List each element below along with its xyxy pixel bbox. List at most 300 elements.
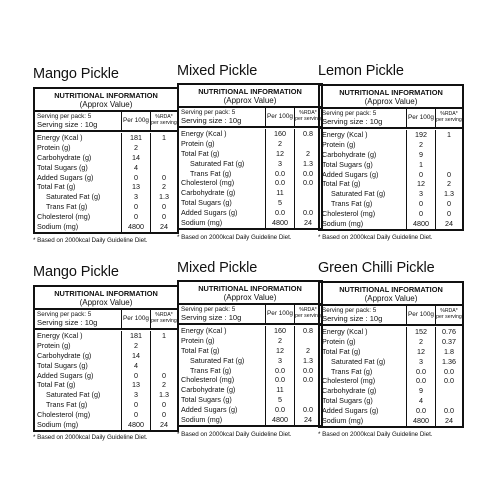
nutrient-label: Saturated Fat (g) [331,356,386,366]
nutrition-table [318,281,464,428]
nutrient-rda-value: 0 [150,371,177,381]
nutrient-rda-value: 1.3 [294,159,321,169]
nutrient-rda-value [435,396,462,406]
serving-size: Serving size : 10g [181,313,242,322]
table-header [35,287,177,308]
rda-footnote: * Based on 2000kcal Daily Guideline Diet. [318,431,433,438]
nutrient-per100g-value: 4800 [121,222,150,232]
nutrient-row [179,218,321,228]
header-subtitle: (Approx Value) [364,294,418,303]
nutrient-label: Carbohydrate (g) [37,152,92,162]
nutrient-row [320,219,462,229]
nutrient-rda-value: 0 [435,170,462,180]
nutrient-row [35,371,177,381]
nutrient-label: Carbohydrate (g) [322,149,377,159]
nutrient-row [320,327,462,337]
nutrient-per100g-value: 4800 [265,218,294,228]
nutrient-rda-value: 1.36 [435,357,462,367]
column-header-per100g: Per 100g [121,112,150,130]
nutrient-per100g-value: 4800 [121,420,150,430]
nutrient-rda-value: 0 [150,173,177,183]
nutrient-row [179,169,321,179]
nutrient-rda-value [294,198,321,208]
nutrient-rda-value [294,188,321,198]
nutrient-row [179,405,321,415]
nutrient-rows [35,328,177,430]
nutrient-row [320,140,462,150]
nutrient-rows [320,127,462,229]
nutrient-label: Carbohydrate (g) [37,350,92,360]
column-header-per100g: Per 100g [265,108,294,126]
nutrient-per100g-value: 9 [406,386,435,396]
nutrient-rda-value: 1.3 [150,192,177,202]
column-header-per100g: Per 100g [406,306,435,324]
nutrient-per100g-value: 12 [265,346,294,356]
nutrient-per100g-value: 181 [121,331,150,341]
nutrient-rda-value: 2 [294,346,321,356]
product-title: Mango Pickle [33,264,119,280]
nutrient-per100g-value: 0.0 [265,169,294,179]
nutrient-per100g-value: 4800 [406,416,435,426]
nutrient-per100g-value: 0 [406,170,435,180]
nutrient-rda-value [294,336,321,346]
nutrient-per100g-value: 2 [406,337,435,347]
nutrient-rda-value: 1 [150,133,177,143]
nutrient-rda-value: 0.76 [435,327,462,337]
serving-row [35,308,177,328]
nutrient-label: Total Fat (g) [181,148,220,158]
nutrient-row [179,385,321,395]
nutrient-label: Added Sugars (g) [181,208,238,218]
nutrient-per100g-value: 13 [121,182,150,192]
nutrient-row [320,367,462,377]
nutrient-label: Protein (g) [37,340,71,350]
nutrient-label: Cholesterol (mg) [181,178,235,188]
nutrient-row [35,202,177,212]
nutrient-label: Trans Fat (g) [331,366,373,376]
nutrient-rda-value: 24 [435,219,462,229]
nutrient-rda-value [435,140,462,150]
nutrient-row [35,222,177,232]
nutrient-row [35,133,177,143]
nutrient-rda-value [150,341,177,351]
nutrient-label: Cholesterol (mg) [181,375,235,385]
nutrient-per100g-value: 5 [265,395,294,405]
nutrient-per100g-value: 192 [406,130,435,140]
nutrient-label: Total Fat (g) [37,380,76,390]
nutrient-label: Total Sugars (g) [181,395,232,405]
nutrient-per100g-value: 4800 [406,219,435,229]
nutrient-row [35,380,177,390]
nutrient-label: Carbohydrate (g) [322,386,377,396]
nutrient-row [35,143,177,153]
nutrient-per100g-value: 11 [265,188,294,198]
nutrient-rda-value: 24 [435,416,462,426]
nutrient-row [35,361,177,371]
nutrient-rda-value: 0.8 [294,129,321,139]
nutrient-row [35,173,177,183]
nutrition-table [33,87,179,234]
nutrient-row [179,129,321,139]
nutrient-rda-value: 1.8 [435,347,462,357]
nutrient-row [35,420,177,430]
serving-row [320,107,462,127]
nutrient-per100g-value: 160 [265,129,294,139]
nutrient-per100g-value: 2 [121,341,150,351]
nutrient-label: Saturated Fat (g) [190,158,245,168]
nutrient-row [320,396,462,406]
nutrient-label: Total Sugars (g) [37,360,88,370]
table-header [320,283,462,304]
nutrient-row [320,189,462,199]
serving-row [35,110,177,130]
nutrient-per100g-value: 2 [265,336,294,346]
header-subtitle: (Approx Value) [223,96,277,105]
nutrient-label: Protein (g) [181,335,215,345]
nutrient-per100g-value: 0.0 [265,208,294,218]
nutrient-per100g-value: 3 [265,159,294,169]
nutrient-per100g-value: 0.0 [265,366,294,376]
nutrient-rda-value: 0 [150,410,177,420]
header-title: NUTRITIONAL INFORMATION [198,87,302,96]
nutrient-rda-value: 24 [150,222,177,232]
nutrient-rda-value: 0 [150,212,177,222]
nutrient-rda-value: 0.0 [294,208,321,218]
nutrient-row [35,192,177,202]
serving-per-pack: Serving per pack: 5 [181,109,236,116]
nutrient-rda-value: 1.3 [150,390,177,400]
serving-size: Serving size : 10g [37,318,98,327]
nutrient-rows [35,130,177,232]
nutrient-per100g-value: 160 [265,326,294,336]
nutrient-rda-value [150,143,177,153]
nutrient-per100g-value: 4 [121,361,150,371]
rda-footnote: * Based on 2000kcal Daily Guideline Diet. [33,434,148,441]
column-header-per100g: Per 100g [121,310,150,328]
header-subtitle: (Approx Value) [364,97,418,106]
nutrient-label: Carbohydrate (g) [181,385,236,395]
nutrient-rda-value: 24 [294,415,321,425]
nutrient-label: Added Sugars (g) [37,172,94,182]
nutrient-label: Energy (Kcal ) [181,326,227,335]
serving-row [320,304,462,324]
nutrient-rda-value: 0.0 [435,376,462,386]
nutrient-row [320,416,462,426]
nutrient-label: Sodium (mg) [37,222,79,232]
serving-size: Serving size : 10g [181,116,242,125]
nutrient-row [35,410,177,420]
table-header [35,89,177,110]
column-header-rda: %RDA* per serving [294,108,321,126]
nutrition-table [33,285,179,432]
nutrient-per100g-value: 3 [121,192,150,202]
nutrient-row [320,209,462,219]
nutrient-row [179,188,321,198]
nutrient-rda-value: 2 [294,149,321,159]
nutrient-per100g-value: 12 [406,347,435,357]
column-header-rda: %RDA* per serving [150,310,177,328]
nutrient-row [320,347,462,357]
table-header [179,85,321,106]
nutrient-row [35,182,177,192]
nutrient-per100g-value: 181 [121,133,150,143]
nutrient-rda-value [150,163,177,173]
nutrient-per100g-value: 14 [121,351,150,361]
nutrient-rda-value [294,139,321,149]
nutrient-label: Carbohydrate (g) [181,188,236,198]
serving-info [179,305,265,323]
nutrient-label: Total Fat (g) [37,182,76,192]
nutrient-row [179,366,321,376]
nutrient-label: Protein (g) [322,336,356,346]
nutrient-rda-value [435,386,462,396]
header-title: NUTRITIONAL INFORMATION [339,285,443,294]
table-header [179,282,321,303]
nutrient-rda-value [294,385,321,395]
nutrient-per100g-value: 0.0 [265,178,294,188]
nutrient-label: Saturated Fat (g) [46,192,101,202]
nutrient-label: Energy (Kcal ) [322,327,368,336]
nutrient-per100g-value: 11 [265,385,294,395]
nutrient-per100g-value: 3 [265,356,294,366]
nutrient-label: Cholesterol (mg) [322,376,376,386]
nutrient-label: Added Sugars (g) [322,169,379,179]
rda-footnote: * Based on 2000kcal Daily Guideline Diet. [177,431,292,438]
nutrient-rda-value [150,351,177,361]
nutrient-rda-value: 0.0 [435,367,462,377]
column-header-rda: %RDA* per serving [294,305,321,323]
nutrient-per100g-value: 0 [406,199,435,209]
nutrient-row [179,159,321,169]
nutrient-per100g-value: 2 [121,143,150,153]
serving-info [35,310,121,328]
nutrient-row [35,400,177,410]
nutrient-rda-value: 0.0 [294,405,321,415]
product-title: Mixed Pickle [177,260,258,276]
nutrient-per100g-value: 0 [121,410,150,420]
nutrient-per100g-value: 9 [406,150,435,160]
header-subtitle: (Approx Value) [223,293,277,302]
nutrient-row [179,198,321,208]
nutrient-label: Protein (g) [322,139,356,149]
column-header-per100g: Per 100g [406,109,435,127]
nutrient-rows [320,324,462,426]
nutrient-row [320,406,462,416]
nutrient-row [320,150,462,160]
nutrient-rda-value: 0.0 [294,178,321,188]
product-title: Green Chilli Pickle [318,260,435,276]
nutrient-label: Energy (Kcal ) [37,331,83,340]
serving-row [179,303,321,323]
nutrient-per100g-value: 5 [265,198,294,208]
nutrient-rda-value: 0 [435,209,462,219]
serving-info [179,108,265,126]
nutrient-rda-value: 0.0 [294,366,321,376]
nutrient-per100g-value: 0 [121,212,150,222]
nutrient-label: Total Sugars (g) [322,396,373,406]
header-title: NUTRITIONAL INFORMATION [54,91,158,100]
nutrition-table [318,84,464,231]
serving-info [320,306,406,324]
nutrient-row [35,341,177,351]
nutrient-per100g-value: 0.0 [406,367,435,377]
serving-per-pack: Serving per pack: 5 [37,113,92,120]
serving-per-pack: Serving per pack: 5 [322,307,377,314]
rda-footnote: * Based on 2000kcal Daily Guideline Diet. [318,234,433,241]
nutrient-per100g-value: 4 [406,396,435,406]
nutrient-rda-value [435,150,462,160]
nutrient-row [179,139,321,149]
nutrient-per100g-value: 0.0 [406,406,435,416]
nutrient-row [320,357,462,367]
nutrient-label: Added Sugars (g) [37,370,94,380]
nutrient-per100g-value: 3 [121,390,150,400]
nutrient-rda-value: 0.0 [435,406,462,416]
nutrient-per100g-value: 3 [406,189,435,199]
product-title: Mango Pickle [33,66,119,82]
nutrient-label: Total Fat (g) [181,345,220,355]
nutrient-per100g-value: 0 [121,400,150,410]
nutrient-rda-value: 0.8 [294,326,321,336]
nutrient-rda-value: 0.37 [435,337,462,347]
nutrient-label: Cholesterol (mg) [322,209,376,219]
serving-info [35,112,121,130]
product-title: Mixed Pickle [177,63,258,79]
nutrient-label: Saturated Fat (g) [46,390,101,400]
nutrient-label: Sodium (mg) [37,420,79,430]
nutrient-label: Energy (Kcal ) [322,130,368,139]
nutrient-rda-value: 1 [435,130,462,140]
nutrient-label: Sodium (mg) [181,218,223,228]
nutrient-per100g-value: 0.0 [406,376,435,386]
nutrient-per100g-value: 0.0 [265,375,294,385]
nutrient-rda-value [435,160,462,170]
nutrient-label: Energy (Kcal ) [37,133,83,142]
nutrient-label: Total Sugars (g) [37,162,88,172]
column-header-rda: %RDA* per serving [435,306,462,324]
nutrient-row [179,356,321,366]
nutrient-rda-value [150,361,177,371]
nutrient-label: Sodium (mg) [322,416,364,426]
nutrient-per100g-value: 1 [406,160,435,170]
column-header-rda: %RDA* per serving [150,112,177,130]
nutrient-row [35,153,177,163]
header-subtitle: (Approx Value) [79,298,133,307]
nutrient-rda-value [150,153,177,163]
nutrient-row [35,351,177,361]
nutrient-label: Saturated Fat (g) [190,355,245,365]
nutrition-table [177,280,323,427]
header-title: NUTRITIONAL INFORMATION [198,284,302,293]
nutrient-label: Saturated Fat (g) [331,189,386,199]
serving-size: Serving size : 10g [322,117,383,126]
header-title: NUTRITIONAL INFORMATION [54,289,158,298]
nutrient-label: Energy (Kcal ) [181,129,227,138]
nutrient-label: Total Fat (g) [322,179,361,189]
nutrient-rda-value: 0 [435,199,462,209]
column-header-per100g: Per 100g [265,305,294,323]
nutrient-rda-value: 2 [435,179,462,189]
nutrient-per100g-value: 2 [406,140,435,150]
header-title: NUTRITIONAL INFORMATION [339,88,443,97]
nutrient-rda-value: 1 [150,331,177,341]
nutrient-per100g-value: 4800 [265,415,294,425]
nutrient-row [179,336,321,346]
nutrient-label: Added Sugars (g) [181,405,238,415]
serving-row [179,106,321,126]
nutrient-row [35,212,177,222]
serving-info [320,109,406,127]
nutrient-row [320,376,462,386]
nutrient-per100g-value: 152 [406,327,435,337]
nutrient-label: Protein (g) [181,138,215,148]
nutrient-row [35,331,177,341]
nutrient-label: Total Fat (g) [322,346,361,356]
nutrient-rda-value: 1.3 [294,356,321,366]
nutrient-rda-value: 2 [150,380,177,390]
product-title: Lemon Pickle [318,63,404,79]
nutrient-rda-value: 0 [150,202,177,212]
nutrient-per100g-value: 0 [406,209,435,219]
nutrient-row [35,163,177,173]
column-header-rda: %RDA* per serving [435,109,462,127]
nutrient-row [179,375,321,385]
nutrient-per100g-value: 12 [406,179,435,189]
nutrient-label: Total Sugars (g) [322,159,373,169]
nutrient-per100g-value: 0 [121,173,150,183]
nutrient-per100g-value: 0 [121,371,150,381]
nutrient-row [179,395,321,405]
nutrient-row [179,149,321,159]
nutrient-label: Trans Fat (g) [46,202,88,212]
nutrient-rda-value: 24 [150,420,177,430]
nutrient-rda-value: 0.0 [294,375,321,385]
serving-per-pack: Serving per pack: 5 [322,110,377,117]
nutrient-label: Added Sugars (g) [322,406,379,416]
nutrient-row [179,415,321,425]
nutrient-row [320,337,462,347]
nutrient-per100g-value: 13 [121,380,150,390]
nutrient-rda-value: 0.0 [294,169,321,179]
nutrient-label: Protein (g) [37,142,71,152]
rda-footnote: * Based on 2000kcal Daily Guideline Diet. [33,237,148,244]
serving-per-pack: Serving per pack: 5 [37,311,92,318]
serving-size: Serving size : 10g [322,314,383,323]
nutrient-per100g-value: 0.0 [265,405,294,415]
nutrient-per100g-value: 12 [265,149,294,159]
nutrient-row [179,208,321,218]
nutrient-label: Cholesterol (mg) [37,212,91,222]
nutrient-label: Trans Fat (g) [190,365,232,375]
nutrient-label: Sodium (mg) [181,415,223,425]
nutrient-label: Total Sugars (g) [181,198,232,208]
nutrient-row [320,386,462,396]
nutrient-rda-value: 0 [150,400,177,410]
serving-per-pack: Serving per pack: 5 [181,306,236,313]
nutrient-per100g-value: 3 [406,357,435,367]
nutrient-per100g-value: 14 [121,153,150,163]
nutrient-row [320,170,462,180]
nutrient-row [320,199,462,209]
nutrient-label: Sodium (mg) [322,219,364,229]
serving-size: Serving size : 10g [37,120,98,129]
nutrient-label: Trans Fat (g) [190,168,232,178]
nutrient-rows [179,126,321,228]
nutrient-rows [179,323,321,425]
nutrient-per100g-value: 4 [121,163,150,173]
nutrient-row [179,326,321,336]
rda-footnote: * Based on 2000kcal Daily Guideline Diet. [177,234,292,241]
